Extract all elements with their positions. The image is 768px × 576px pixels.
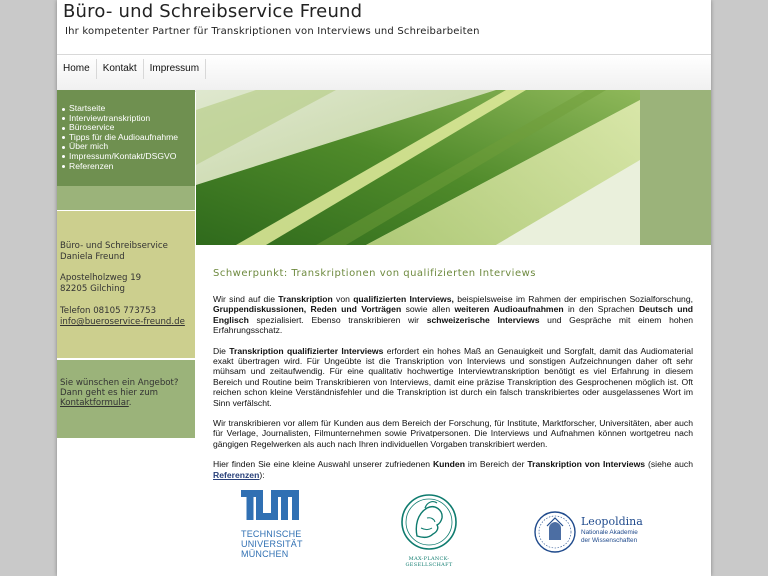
tum-logo-mark	[241, 490, 299, 528]
tum-logo	[241, 490, 301, 562]
header-banner	[196, 90, 711, 245]
minerva-seal-icon	[387, 492, 471, 552]
offer-box	[57, 360, 195, 438]
site-subtitle: Ihr kompetenter Partner für Transkriptionen von Interviews und Schreibarbeiten	[65, 26, 480, 37]
mpg-caption: MAX-PLANCK-GESELLSCHAFT	[405, 556, 453, 568]
leopoldina-seal-icon	[533, 506, 577, 558]
paragraph-2: Die Transkription qualifizierter Interviews erfordert ein hohes Maß an Genauigkeit und Sorgfalt, damit das Audiomaterial exakt übertragen wird. Für Ungeübte ist die Transkription von Interviews und sonstigen Aufzeichnungen daher oft sehr mühsam und zeitaufwendig. Für eine qualitativ hochwertige Interviewtranskription benötigt es viel Erfahrung in diesem Bereich und Routine beim Transkribieren von Interviews, damit eine präzise Transkription des Gesprochenen möglich ist. Oft reichen schon kleine Verständnisfehler und die Transkription ist durch ein falsch transkribiertes oder ausgelassenes Wort im Sinn verfälscht.	[213, 345, 693, 408]
top-navigation	[57, 54, 711, 92]
contact-email-link[interactable]: info@bueroservice-freund.de	[60, 317, 185, 327]
side-divider-strip	[57, 186, 195, 211]
contact-street: Apostelholzweg 19	[60, 273, 142, 283]
max-planck-logo	[387, 492, 471, 568]
contact-box	[57, 211, 195, 360]
leopoldina-name: Leopoldina	[581, 515, 643, 528]
tum-line2: UNIVERSITÄT	[241, 539, 303, 549]
leopoldina-line1: Nationale Akademie	[581, 529, 638, 536]
topnav-home[interactable]: Home	[57, 59, 97, 79]
leopoldina-logo	[533, 506, 653, 562]
topnav-impressum[interactable]: Impressum	[144, 59, 206, 79]
main-content	[213, 294, 693, 490]
contact-form-link[interactable]: Kontaktformular	[60, 398, 129, 408]
referenzen-link[interactable]: Referenzen	[213, 469, 260, 480]
contact-company: Büro- und Schreibservice	[60, 241, 168, 251]
paragraph-1: Wir sind auf die Transkription von qualifizierten Interviews, beispielsweise im Rahmen der empirischen Sozialforschung, Gruppendiskussionen, Reden und Vorträgen sowie allen weiteren Audioaufnahmen in den Sprachen Deutsch und Englisch spezialisiert. Ebenso transkribieren wir schweizerische Interviews und Gespräche mit einem hohen Erfahrungsschatz.	[213, 294, 694, 336]
offer-line2: Dann geht es hier zum	[60, 388, 159, 398]
side-nav-list	[57, 90, 195, 171]
sidenav-item-tipps[interactable]: Tipps für die Audioaufnahme	[69, 133, 195, 143]
paragraph-4: Hier finden Sie eine kleine Auswahl unserer zufriedenen Kunden im Bereich der Transkription von Interviews (siehe auch Referenzen):	[213, 459, 693, 480]
sidenav-item-interviewtranskription[interactable]: Interviewtranskription	[69, 114, 195, 124]
contact-phone-block	[60, 306, 185, 328]
leopoldina-line2: der Wissenschaften	[581, 536, 638, 544]
sidenav-item-ueber-mich[interactable]: Über mich	[69, 142, 195, 152]
contact-phone: Telefon 08105 773753	[60, 306, 157, 316]
sidenav-item-bueroservice[interactable]: Büroservice	[69, 123, 195, 133]
paragraph-3: Wir transkribieren vor allem für Kunden aus dem Bereich der Forschung, für Institute, Marktforscher, Universitäten, aber auch für Verlage, Journalisten, Filmunternehmen sowie Privatpersonen. Die Interviews und Aufnahmen können wortgetreu nach gängigen Regelwerken als auch nach Ihren individuellen Vorgaben transkribiert werden.	[213, 418, 693, 449]
sidenav-item-referenzen[interactable]: Referenzen	[69, 162, 195, 172]
contact-name: Daniela Freund	[60, 252, 125, 262]
side-navigation	[57, 90, 195, 186]
contact-address-block	[60, 273, 141, 295]
sidenav-item-startseite[interactable]: Startseite	[69, 104, 195, 114]
topnav-kontakt[interactable]: Kontakt	[97, 59, 144, 79]
contact-city: 82205 Gilching	[60, 284, 125, 294]
tum-line1: TECHNISCHE	[241, 529, 302, 539]
tum-line3: MÜNCHEN	[241, 549, 289, 559]
main-heading: Schwerpunkt: Transkriptionen von qualifizierten Interviews	[213, 268, 536, 279]
sidenav-item-impressum[interactable]: Impressum/Kontakt/DSGVO	[69, 152, 195, 162]
site-title: Büro- und Schreibservice Freund	[63, 1, 363, 22]
page	[57, 0, 711, 576]
contact-company-block	[60, 241, 168, 263]
leaf-banner-image	[196, 90, 640, 245]
offer-after: .	[128, 398, 132, 408]
offer-text	[60, 378, 178, 408]
offer-line1: Sie wünschen ein Angebot?	[60, 378, 179, 388]
